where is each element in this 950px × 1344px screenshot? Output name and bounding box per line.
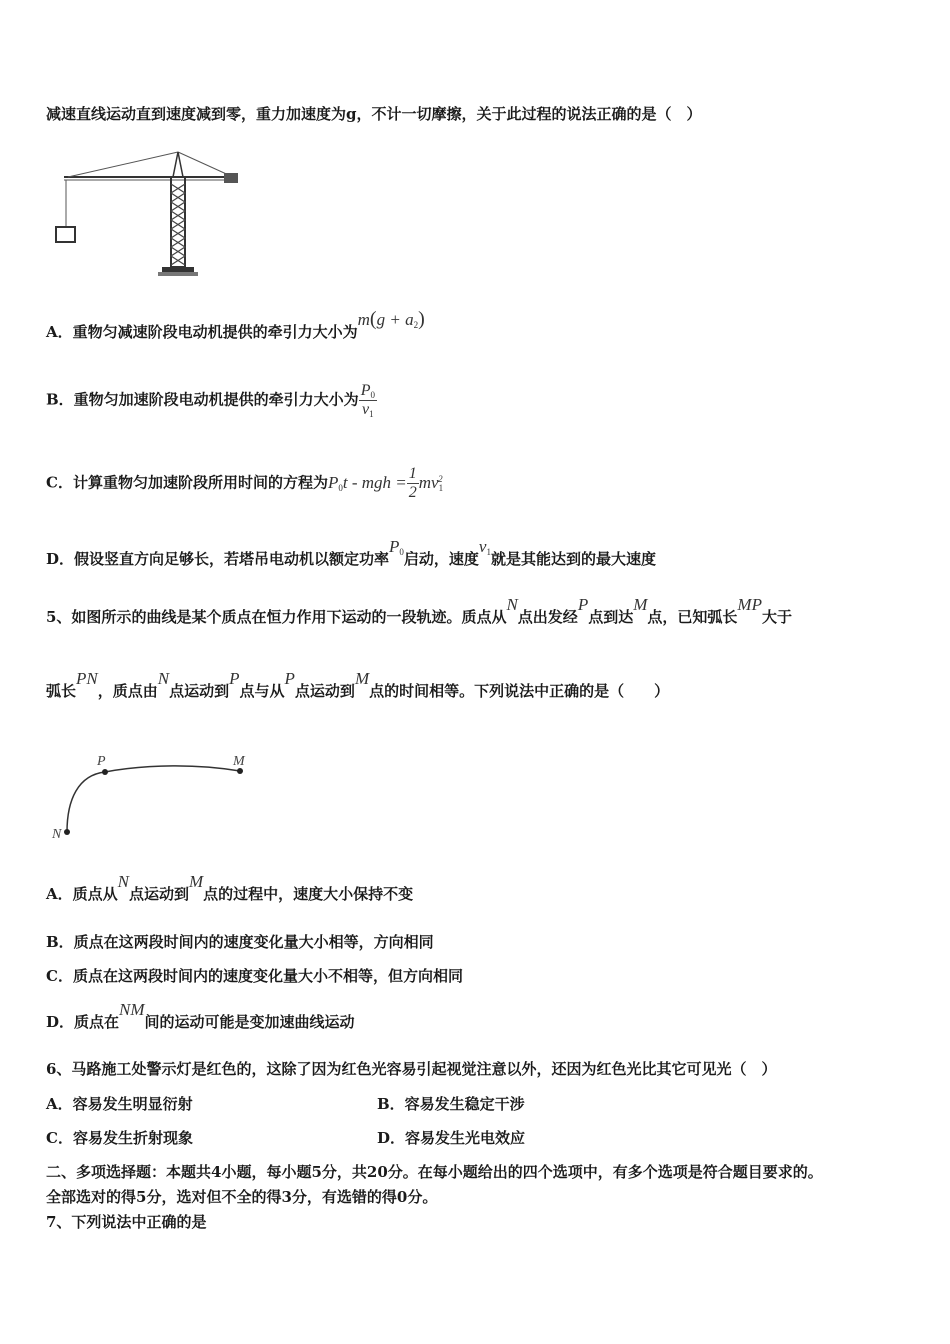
- q5-option-b: B．质点在这两段时间内的速度变化量大小相等，方向相同: [46, 933, 434, 951]
- q5-option-c: C．质点在这两段时间内的速度变化量大小不相等，但方向相同: [46, 967, 463, 985]
- question-4-stem-continued: 减速直线运动直到速度减到零，重力加速度为g，不计一切摩擦，关于此过程的说法正确的是（ ）: [46, 105, 702, 123]
- point-n-label: N: [52, 827, 62, 842]
- q6-option-c: C．容易发生折射现象: [46, 1129, 193, 1147]
- q6-option-d: D．容易发生光电效应: [377, 1129, 526, 1147]
- q4-b-formula: $\frac{P_0}{v_1}$: [360, 382, 375, 419]
- q4-c-formula: $P_0t$ - mgh =: [327, 472, 407, 493]
- question-5-stem-line2: 弧长PN，质点由N点运动到P点与从P点运动到M点的时间相等。下列说法中正确的是（ ）: [46, 669, 670, 700]
- q5-option-a: A．质点从N点运动到M点的过程中，速度大小保持不变: [46, 872, 414, 903]
- q5-option-d: D．质点在NM间的运动可能是变加速曲线运动: [46, 1000, 355, 1031]
- section-2-scoring: 全部选对的得5分，选对但不全的得3分，有选错的得0分。: [46, 1188, 438, 1206]
- question-7-stem: 7、下列说法中正确的是: [46, 1213, 207, 1231]
- q4-option-a: A．重物匀减速阶段电动机提供的牵引力大小为$m(g + a_2)$: [46, 308, 425, 341]
- question-5-stem-line1: 5、如图所示的曲线是某个质点在恒力作用下运动的一段轨迹。质点从N点出发经P点到达M点，已知弧长MP大于: [46, 595, 792, 626]
- q6-option-a: A．容易发生明显衍射: [46, 1095, 193, 1113]
- point-p-label: P: [97, 754, 106, 769]
- q6-option-b: B．容易发生稳定干涉: [377, 1095, 525, 1113]
- question-6-stem: 6、马路施工处警示灯是红色的，这除了因为红色光容易引起视觉注意以外，还因为红色光比其它可见光（ ）: [46, 1060, 777, 1078]
- q4-option-c: C．计算重物匀加速阶段所用时间的方程为$P_0t$ - mgh = $\frac{1}{2}$ $mv_1^2$: [46, 465, 444, 501]
- point-m-label: M: [233, 754, 245, 769]
- q4-option-b: B．重物匀加速阶段电动机提供的牵引力大小为 $\frac{P_0}{v_1}$: [46, 382, 375, 419]
- trajectory-figure: [48, 750, 263, 845]
- tower-crane-figure: [50, 148, 245, 280]
- q4-option-d: D．假设竖直方向足够长，若塔吊电动机以额定功率$P_0$启动，速度$v_1$就是其能达到的最大速度: [46, 537, 656, 568]
- q4-a-formula: $m(g + a_2)$: [357, 308, 425, 330]
- section-2-heading: 二、多项选择题：本题共4小题，每小题5分，共20分。在每小题给出的四个选项中，有多个选项是符合题目要求的。: [46, 1163, 823, 1181]
